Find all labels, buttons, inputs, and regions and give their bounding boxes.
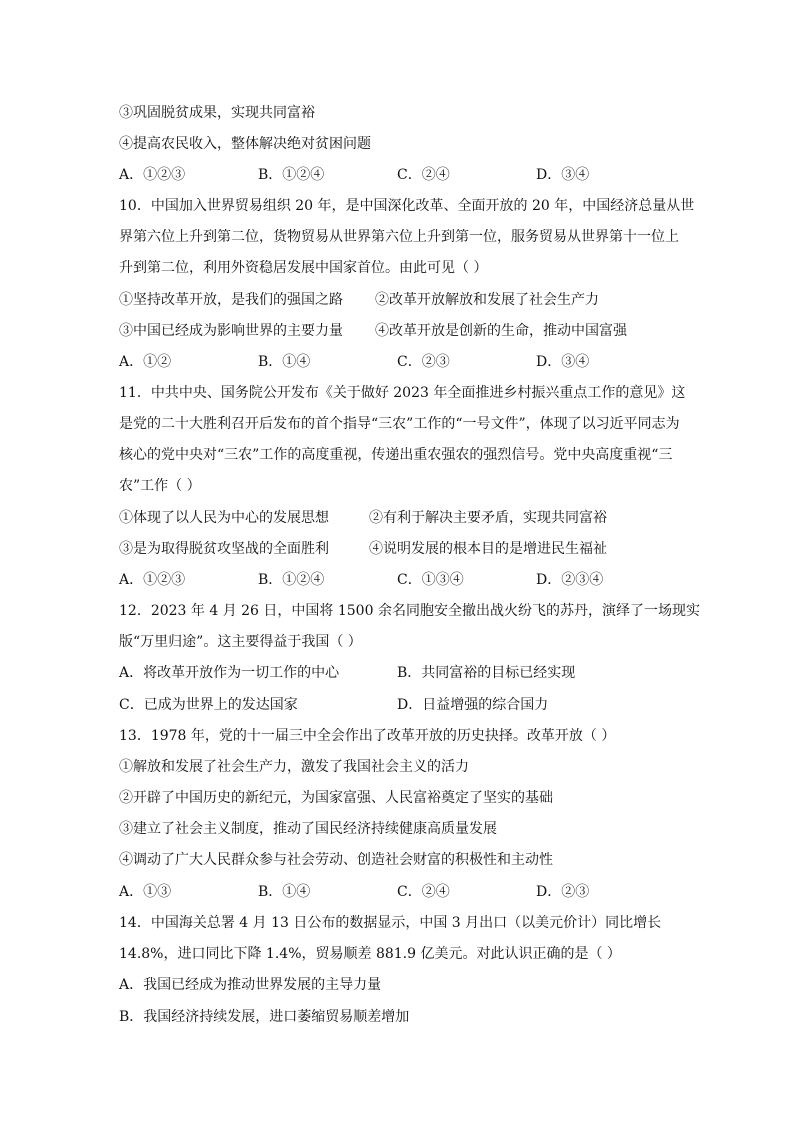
q11-stem-line-1: 11．中共中央、国务院公开发布《关于做好 2023 年全面推进乡村振兴重点工作的意见》这 [119, 385, 686, 401]
q11-option-a[interactable]: A．①②③ [119, 572, 186, 588]
q10-item-4: ④改革开放是创新的生命，推动中国富强 [375, 323, 627, 339]
q11-stem-line-2: 是党的二十大胜利召开后发布的首个指导“三农”工作的“一号文件”，体现了以习近平同志为 [119, 416, 680, 432]
q9-item-4: ④提高农民收入，整体解决绝对贫困问题 [119, 136, 371, 152]
q14-stem-line-2: 14.8%，进口同比下降 1.4%，贸易顺差 881.9 亿美元。对此认识正确的是（ ） [119, 946, 621, 962]
q12-stem-line-2: 版“万里归途”。这主要得益于我国（ ） [119, 634, 362, 650]
q13-item-1: ①解放和发展了社会生产力，激发了我国社会主义的活力 [119, 759, 469, 775]
q10-option-d[interactable]: D．③④ [536, 354, 590, 370]
q9-item-3: ③巩固脱贫成果，实现共同富裕 [119, 105, 315, 121]
q12-stem-line-1: 12．2023 年 4 月 26 日，中国将 1500 余名同胞安全撤出战火纷飞的苏丹，演绎了一场现实 [119, 603, 700, 619]
q13-item-3: ③建立了社会主义制度，推动了国民经济持续健康高质量发展 [119, 821, 497, 837]
q10-option-b[interactable]: B．①④ [258, 354, 311, 370]
q11-stem-line-3: 核心的党中央对“三农”工作的高度重视，传递出重农强农的强烈信号。党中央高度重视“三 [119, 447, 673, 463]
q11-option-b[interactable]: B．①②④ [258, 572, 325, 588]
q11-item-2: ②有利于解决主要矛盾，实现共同富裕 [369, 510, 607, 526]
q10-option-c[interactable]: C．②③ [397, 354, 450, 370]
q10-option-a[interactable]: A．①② [119, 354, 172, 370]
q13-option-c[interactable]: C．②④ [397, 884, 450, 900]
q11-option-d[interactable]: D．②③④ [536, 572, 604, 588]
q11-item-1: ①体现了以人民为中心的发展思想 [119, 510, 329, 526]
q10-stem-line-3: 升到第二位，利用外资稳居发展中国家首位。由此可见（ ） [119, 260, 488, 276]
q13-option-d[interactable]: D．②③ [536, 884, 590, 900]
q10-item-3: ③中国已经成为影响世界的主要力量 [119, 323, 343, 339]
q10-stem-line-1: 10．中国加入世界贸易组织 20 年，是中国深化改革、全面开放的 20 年，中国经济总量从世 [119, 198, 695, 214]
q13-item-2: ②开辟了中国历史的新纪元，为国家富强、人民富裕奠定了坚实的基础 [119, 790, 553, 806]
q11-option-c[interactable]: C．①③④ [397, 572, 464, 588]
q9-option-d[interactable]: D．③④ [536, 167, 590, 183]
q9-option-c[interactable]: C．②④ [397, 167, 450, 183]
q13-option-b[interactable]: B．①④ [258, 884, 311, 900]
q11-item-4: ④说明发展的根本目的是增进民生福祉 [369, 541, 607, 557]
q10-item-1: ①坚持改革开放，是我们的强国之路 [119, 292, 343, 308]
q13-stem-line-1: 13．1978 年，党的十一届三中全会作出了改革开放的历史抉择。改革开放（ ） [119, 728, 616, 744]
q12-option-d[interactable]: D．日益增强的综合国力 [397, 697, 549, 713]
q14-option-b[interactable]: B．我国经济持续发展，进口萎缩贸易顺差增加 [119, 1009, 410, 1025]
q11-item-3: ③是为取得脱贫攻坚战的全面胜利 [119, 541, 329, 557]
q12-option-a[interactable]: A．将改革开放作为一切工作的中心 [119, 665, 340, 681]
q14-option-a[interactable]: A．我国已经成为推动世界发展的主导力量 [119, 977, 382, 993]
q13-item-4: ④调动了广大人民群众参与社会劳动、创造社会财富的积极性和主动性 [119, 852, 553, 868]
q12-option-b[interactable]: B．共同富裕的目标已经实现 [397, 665, 576, 681]
q14-stem-line-1: 14．中国海关总署 4 月 13 日公布的数据显示，中国 3 月出口（以美元价计）同比增长 [119, 915, 662, 931]
q12-option-c[interactable]: C．已成为世界上的发达国家 [119, 697, 298, 713]
q9-option-a[interactable]: A．①②③ [119, 167, 186, 183]
q10-stem-line-2: 界第六位上升到第二位，货物贸易从世界第六位上升到第一位，服务贸易从世界第十一位上 [119, 229, 679, 245]
q10-item-2: ②改革开放解放和发展了社会生产力 [375, 292, 599, 308]
q9-option-b[interactable]: B．①②④ [258, 167, 325, 183]
q13-option-a[interactable]: A．①③ [119, 884, 172, 900]
q11-stem-line-4: 农”工作（ ） [119, 478, 201, 494]
